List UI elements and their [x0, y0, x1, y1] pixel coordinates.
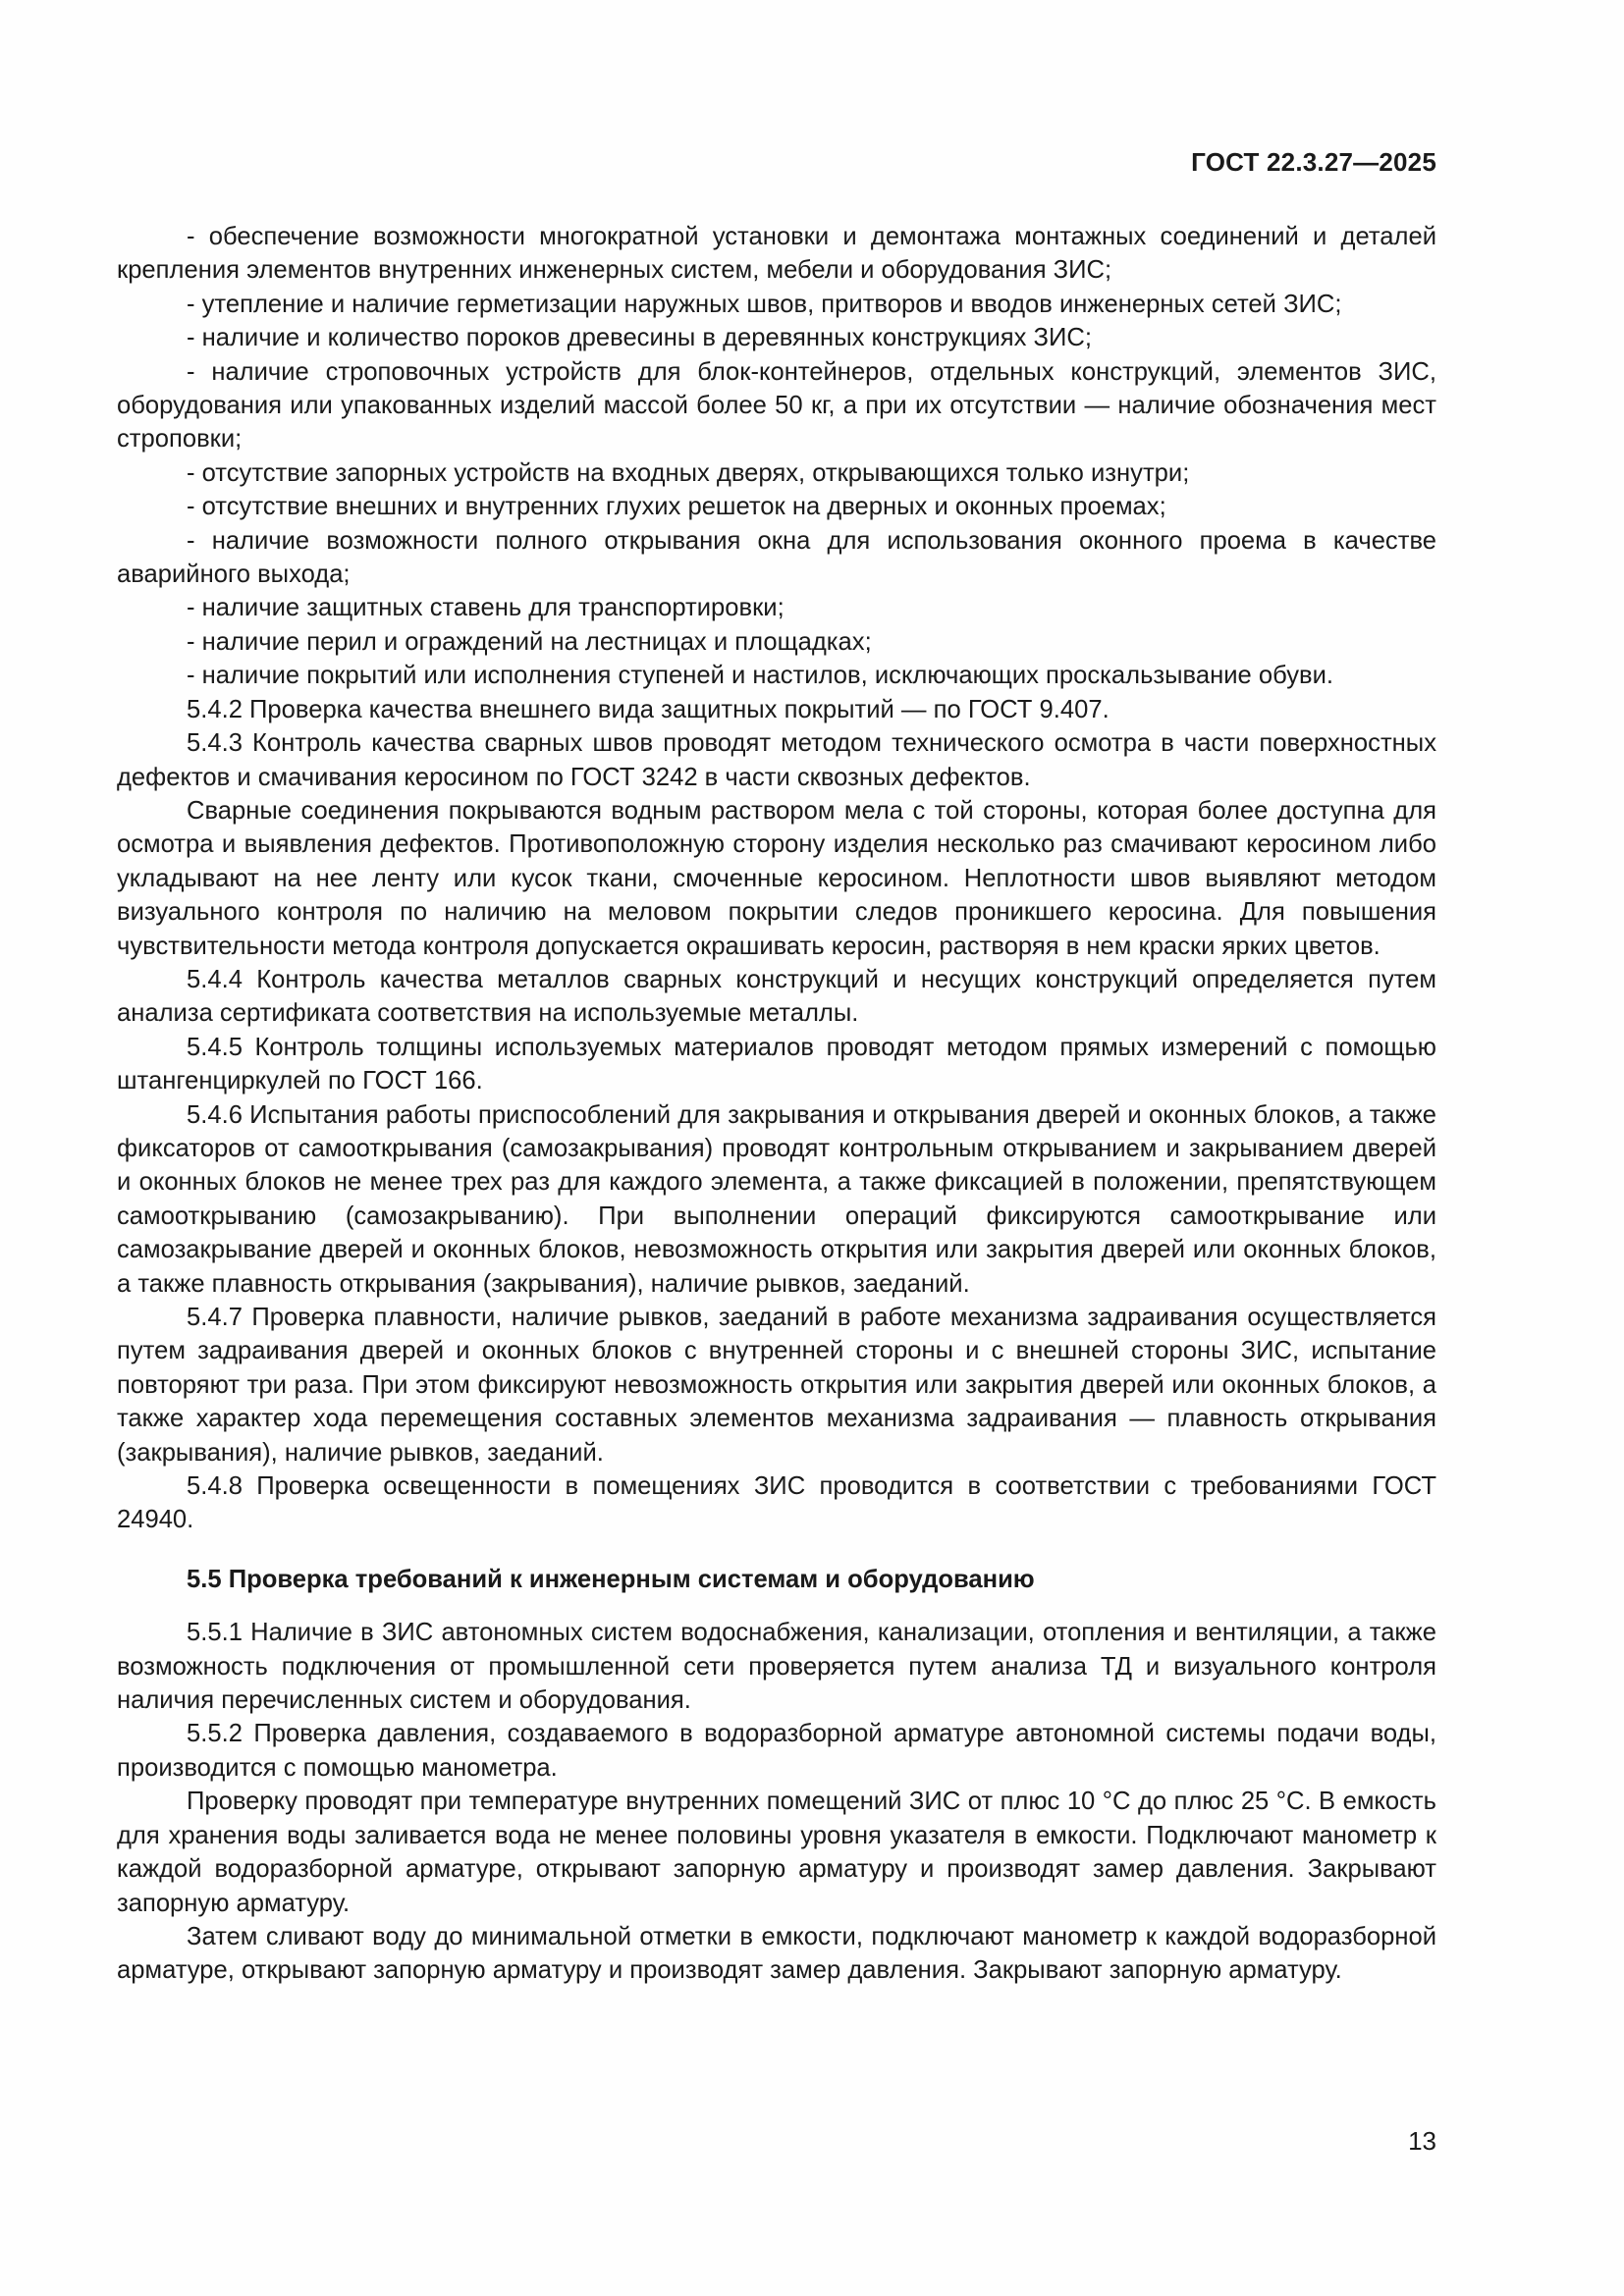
- list-item-locks: - отсутствие запорных устройств на входных дверях, открывающихся только изнутри;: [187, 458, 1190, 487]
- list-item-grilles: - отсутствие внешних и внутренних глухих решеток на дверных и оконных проемах;: [187, 493, 1166, 521]
- document-body: [117, 220, 1436, 1988]
- paragraph-test-conditions: Проверку проводят при температуре внутренних помещений ЗИС от плюс 10 °С до плюс 25 °С. В емкость для хранения воды заливается вода не менее половины уровня указателя в емкости. Подключают манометр к каждой водоразборной арматуре, открывают запорную арматуру и производят замер давления. Закрывают запорную арматуру.: [117, 1788, 1436, 1917]
- clause-5-4-7: 5.4.7 Проверка плавности, наличие рывков, заеданий в работе механизма задраивания осуществляется путем задраивания дверей и оконных блоков с внутренней стороны и с внешней стороны ЗИС, испытание повторяют три раза. При этом фиксируют невозможность открытия или закрытия дверей или оконных блоков, а также характер хода перемещения составных элементов механизма задраивания — плавность открывания (закрывания), наличие рывков, заеданий.: [117, 1304, 1436, 1467]
- paragraph-drain-test: Затем сливают воду до минимальной отметки в емкости, подключают манометр к каждой водоразборной арматуре, открывают запорную арматуру и производят замер давления. Закрывают запорную арматуру.: [117, 1922, 1436, 1985]
- clause-5-4-4: 5.4.4 Контроль качества металлов сварных конструкций и несущих конструкций определяется путем анализа сертификата соответствия на используемые металлы.: [117, 965, 1436, 1028]
- clause-5-4-5: 5.4.5 Контроль толщины используемых материалов проводят методом прямых измерений с помощью штангенциркулей по ГОСТ 166.: [117, 1033, 1436, 1095]
- clause-5-5-2: 5.5.2 Проверка давления, создаваемого в водоразборной арматуре автономной системы подачи воды, производится с помощью манометра.: [117, 1720, 1436, 1782]
- list-item-wood-defects: - наличие и количество пороков древесины в деревянных конструкциях ЗИС;: [187, 324, 1092, 352]
- clause-5-4-8: 5.4.8 Проверка освещенности в помещениях ЗИС проводится в соответствии с требованиями ГОСТ 24940.: [117, 1472, 1436, 1534]
- clause-5-4-6: 5.4.6 Испытания работы приспособлений для закрывания и открывания дверей и оконных блоков, а также фиксаторов от самооткрывания (самозакрывания) проводят контрольным открыванием и закрыванием дверей и оконных блоков не менее трех раз для каждого элемента, а также фиксацией в положении, препятствующем самооткрыванию (самозакрыванию). При выполнении операций фиксируются самооткрывание или самозакрывание дверей и оконных блоков, невозможность открытия или закрытия дверей или оконных блоков, а также плавность открывания (закрывания), наличие рывков, заеданий.: [117, 1100, 1436, 1298]
- list-item-mounting: - обеспечение возможности многократной установки и демонтажа монтажных соединений и деталей крепления элементов внутренних инженерных систем, мебели и оборудования ЗИС;: [117, 223, 1436, 285]
- page-number: 13: [1408, 2126, 1436, 2156]
- list-item-shutters: - наличие защитных ставень для транспортировки;: [187, 594, 785, 622]
- paragraph-welded-joints: Сварные соединения покрываются водным раствором мела с той стороны, которая более доступна для осмотра и выявления дефектов. Противоположную сторону изделия несколько раз смачивают керосином либо укладывают на нее ленту или кусок ткани, смоченные керосином. Неплотности швов выявляют методом визуального контроля по наличию на меловом покрытии следов проникшего керосина. Для повышения чувствительности метода контроля допускается окрашивать керосин, растворяя в нем краски ярких цветов.: [117, 796, 1436, 960]
- standard-header: ГОСТ 22.3.27—2025: [1191, 147, 1436, 177]
- list-item-slinging: - наличие строповочных устройств для блок-контейнеров, отдельных конструкций, элементов ЗИС, оборудования или упакованных изделий массой более 50 кг, а при их отсутствии — наличие обозначения мест строповки;: [117, 357, 1436, 454]
- clause-5-5-1: 5.5.1 Наличие в ЗИС автономных систем водоснабжения, канализации, отопления и вентиляции, а также возможность подключения от промышленной сети проверяется путем анализа ТД и визуального контроля наличия перечисленных систем и оборудования.: [117, 1619, 1436, 1715]
- clause-5-4-3: 5.4.3 Контроль качества сварных швов проводят методом технического осмотра в части поверхностных дефектов и смачивания керосином по ГОСТ 3242 в части сквозных дефектов.: [117, 729, 1436, 791]
- list-item-emergency-window: - наличие возможности полного открывания окна для использования оконного проема в качестве аварийного выхода;: [117, 526, 1436, 589]
- clause-5-4-2: 5.4.2 Проверка качества внешнего вида защитных покрытий — по ГОСТ 9.407.: [187, 695, 1110, 723]
- list-item-railings: - наличие перил и ограждений на лестницах и площадках;: [187, 627, 872, 656]
- list-item-insulation: - утепление и наличие герметизации наружных швов, притворов и вводов инженерных сетей ЗИС;: [187, 290, 1342, 318]
- list-item-anti-slip: - наличие покрытий или исполнения ступеней и настилов, исключающих проскальзывание обуви.: [187, 662, 1333, 690]
- section-heading-5-5: 5.5 Проверка требований к инженерным системам и оборудованию: [187, 1565, 1035, 1593]
